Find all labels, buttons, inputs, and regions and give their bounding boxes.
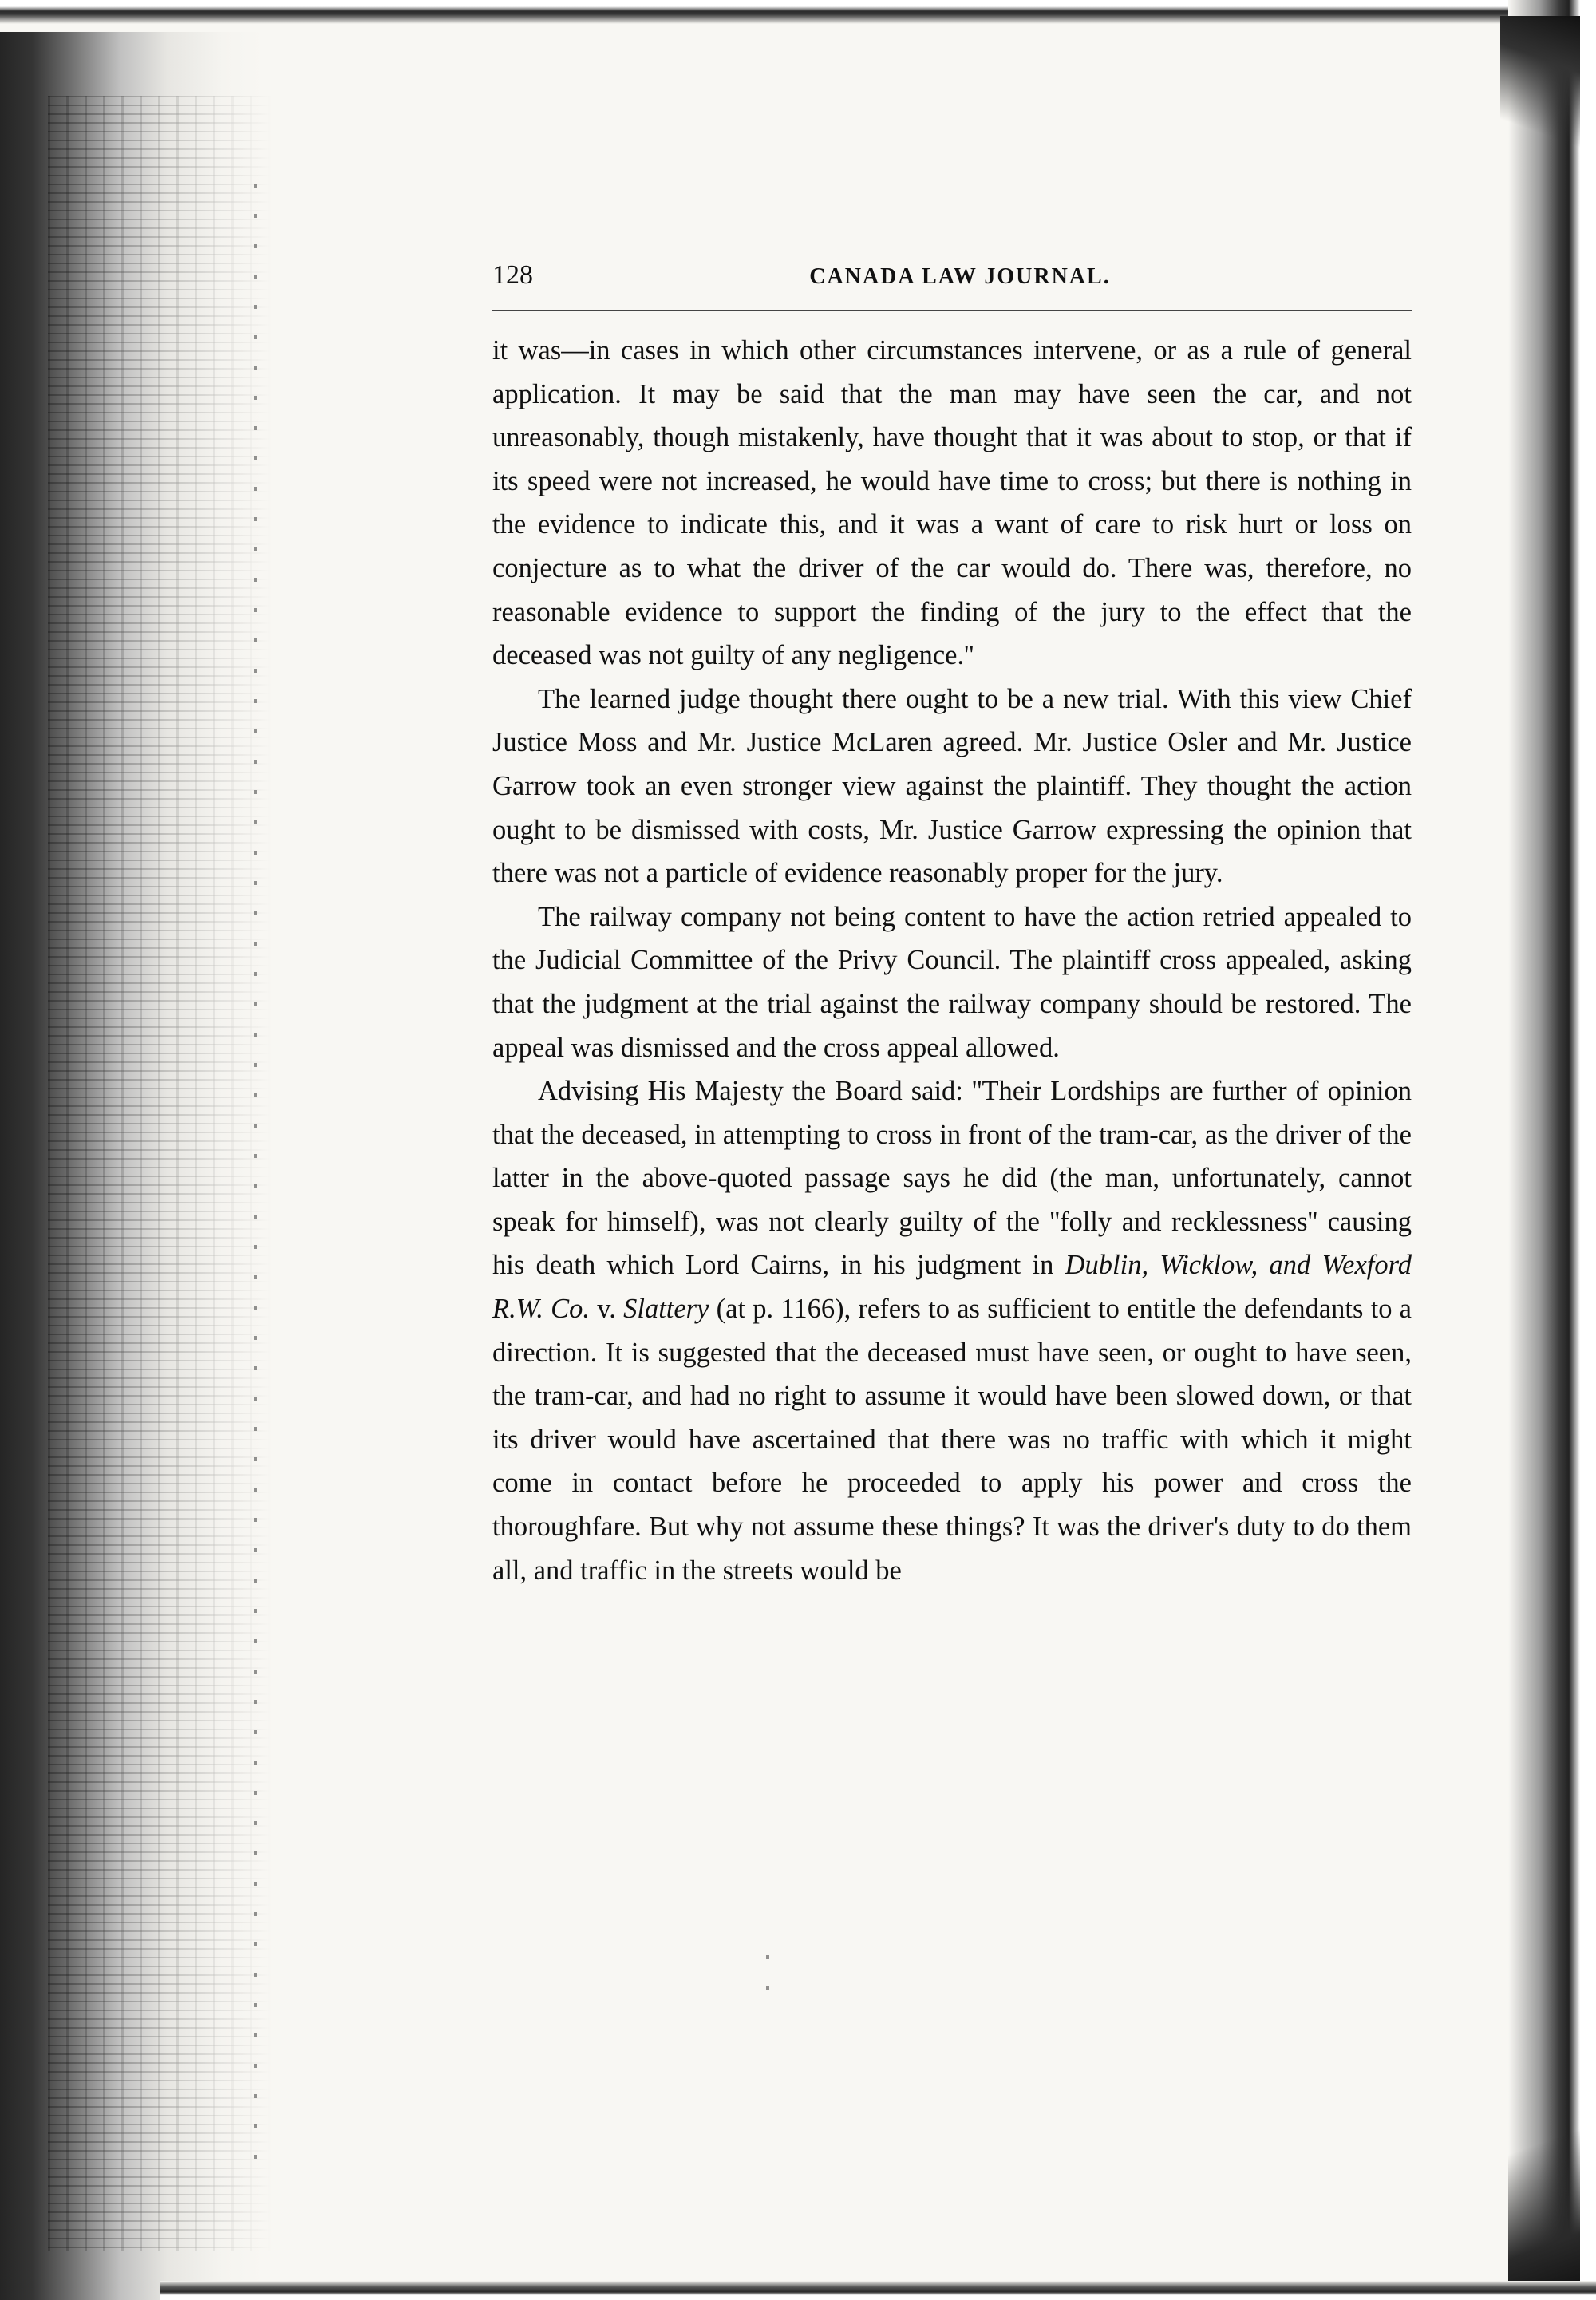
right-top-corner-shadow: [1500, 16, 1580, 176]
case-name-dublin-wicklow: Dublin, Wicklow, and Wexford R.W. Co.: [492, 1250, 1412, 1325]
page-text: [492, 255, 1412, 1592]
running-head: [492, 255, 1412, 303]
paragraph-1: it was—in cases in which other circumstances intervene, or as a rule of general application. It may be said that the man may have seen the car, and not unreasonably, though mistakenly, have thought that it was about to stop, or that if its speed were not increased, he would have time to cross; but there is nothing in the evidence to indicate this, and it was a want of care to risk hurt or loss on conjecture as to what the driver of the car would do. There was, therefore, no reasonable evidence to support the finding of the jury to the effect that the deceased was not guilty of any negligence.'': [492, 335, 1412, 671]
header-rule: [492, 310, 1412, 311]
stray-mark: [766, 1955, 769, 2003]
journal-title: CANADA LAW JOURNAL.: [809, 264, 1111, 289]
case-versus: v.: [590, 1294, 624, 1325]
paragraph-4-text-end: (at p. 1166), refers to as sufficient to entitle the defendants to a direction. It is suggested that the deceased must have seen, or ought to have seen, the tram-car, and had no right to assume it would have been slowed down, or that its driver would have ascertained that there was no traffic with which it might come in contact before he proceeded to apply his power and cross the thoroughfare. But why not assume these things? It was the driver's duty to do them all, and traffic in the streets would be: [492, 1294, 1412, 1586]
paragraph-3: The railway company not being content to have the action retried appealed to the Judicial Committee of the Privy Council. The plaintiff cross appealed, asking that the judgment at the trial against the railway company should be restored. The appeal was dismissed and the cross appeal allowed.: [492, 901, 1412, 1063]
paragraph-4-text-start: Advising His Majesty the Board said: ''Their Lordships are further of opinion that the deceased, in attempting to cross in front of the tram-car, as the driver of the latter in the above-quoted passage says he did (the man, unfortunately, cannot speak for himself), was not clearly guilty of the ''folly and recklessness'' causing his death which Lord Cairns, in his judgment in: [492, 1076, 1412, 1281]
paragraph-2: The learned judge thought there ought to be a new trial. With this view Chief Justice Moss and Mr. Justice McLaren agreed. Mr. Justice Osler and Mr. Justice Garrow took an even stronger view against the plaintiff. They thought the action ought to be dismissed with costs, Mr. Justice Garrow expressing the opinion that there was not a particle of evidence reasonably proper for the jury.: [492, 683, 1412, 889]
binding-speckle: [48, 96, 271, 2251]
case-name-slattery: Slattery: [623, 1294, 709, 1325]
paragraph-4: [492, 1069, 1412, 1592]
page-number: 128: [492, 260, 533, 290]
bottom-scan-edge: [160, 2281, 1596, 2300]
right-bottom-corner-shadow: [1508, 2085, 1580, 2292]
top-scan-edge: [0, 0, 1596, 24]
margin-dots: [254, 184, 257, 2179]
right-scan-edge: [1508, 0, 1596, 2300]
